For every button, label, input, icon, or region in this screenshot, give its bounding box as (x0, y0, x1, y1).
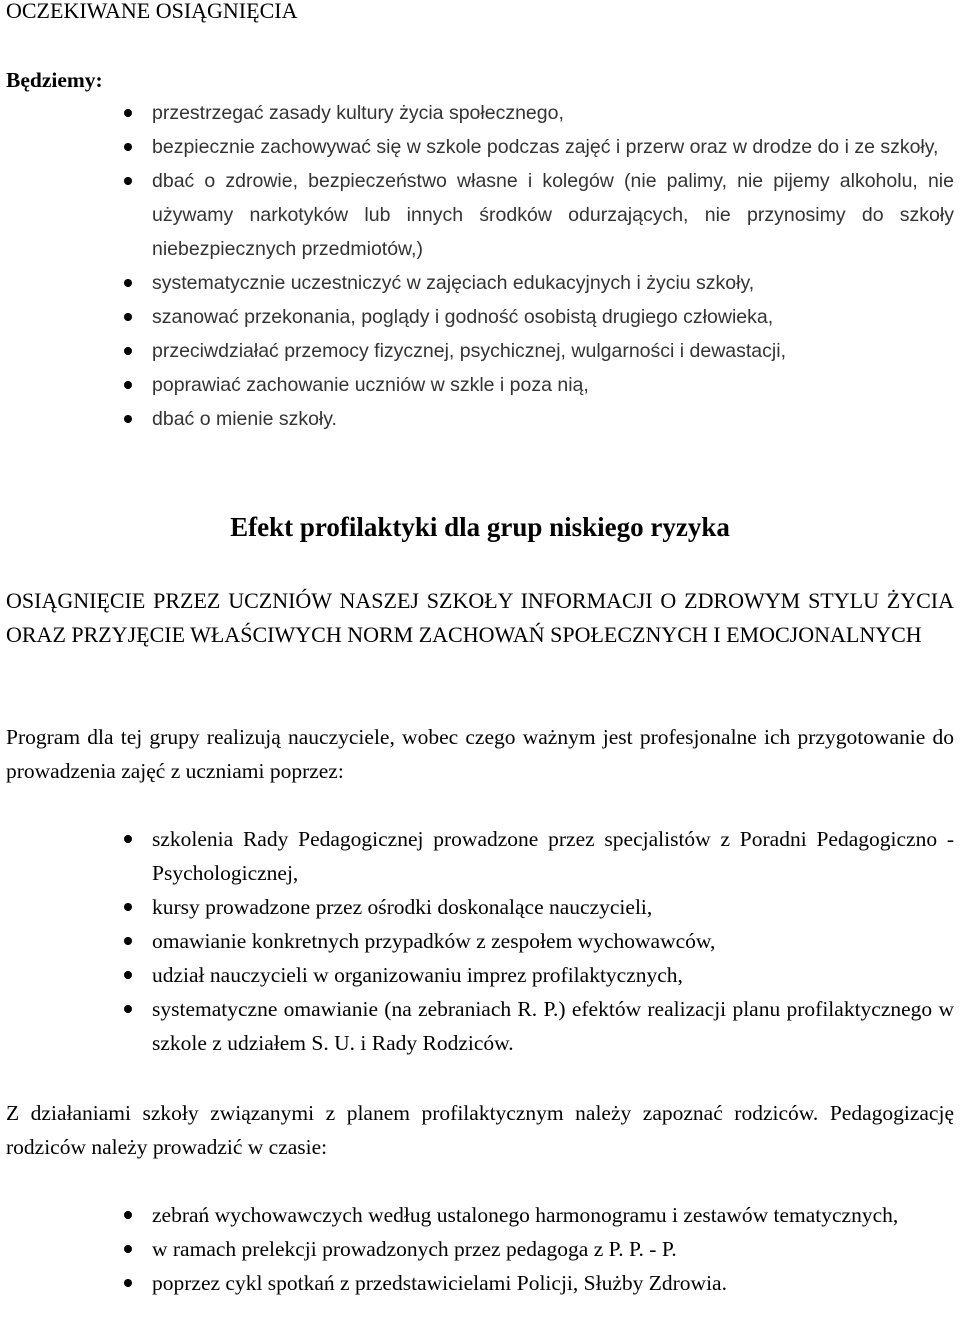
list-item: omawianie konkretnych przypadków z zespołem wychowawców, (0, 924, 954, 958)
parents-paragraph: Z działaniami szkoły związanymi z planem profilaktycznym należy zapoznać rodziców. Pedagogizację rodziców należy prowadzić w czasie: (6, 1101, 954, 1159)
list-item: dbać o zdrowie, bezpieczeństwo własne i kolegów (nie palimy, nie pijemy alkoholu, nie używamy narkotyków lub innych środków odurzających, nie przynosimy do szkoły niebezpiecznych przedmiotów,) (0, 164, 954, 266)
list-item: poprawiać zachowanie uczniów w szkle i poza nią, (0, 368, 954, 402)
expected-list (0, 96, 954, 436)
list-item: szanować przekonania, poglądy i godność osobistą drugiego człowieka, (0, 300, 954, 334)
list-item: systematycznie uczestniczyć w zajęciach edukacyjnych i życiu szkoły, (0, 266, 954, 300)
goal-statement: OSIĄGNIĘCIE PRZEZ UCZNIÓW NASZEJ SZKOŁY INFORMACJI O ZDROWYM STYLU ŻYCIA ORAZ PRZYJĘCIE WŁAŚCIWYCH NORM ZACHOWAŃ SPOŁECZNYCH I EMOCJONALNYCH (6, 588, 954, 647)
list-item: przeciwdziałać przemocy fizycznej, psychicznej, wulgarności i dewastacji, (0, 334, 954, 368)
list-item: poprzez cykl spotkań z przedstawicielami Policji, Służby Zdrowia. (0, 1266, 954, 1300)
page-title: OCZEKIWANE OSIĄGNIĘCIA (6, 0, 298, 23)
program-paragraph: Program dla tej grupy realizują nauczyciele, wobec czego ważnym jest profesjonalne ich przygotowanie do prowadzenia zajęć z uczniami poprzez: (6, 725, 954, 783)
intro-label: Będziemy: (6, 68, 103, 92)
section-heading: Efekt profilaktyki dla grup niskiego ryzyka (230, 512, 730, 542)
list-item: w ramach prelekcji prowadzonych przez pedagoga z P. P. - P. (0, 1232, 954, 1266)
teacher-list (0, 822, 954, 1060)
list-item: kursy prowadzone przez ośrodki doskonalące nauczycieli, (0, 890, 954, 924)
list-item: szkolenia Rady Pedagogicznej prowadzone przez specjalistów z Poradni Pedagogiczno - Psychologicznej, (0, 822, 954, 890)
list-item: przestrzegać zasady kultury życia społecznego, (0, 96, 954, 130)
list-item: dbać o mienie szkoły. (0, 402, 954, 436)
list-item: systematyczne omawianie (na zebraniach R. P.) efektów realizacji planu profilaktycznego w szkole z udziałem S. U. i Rady Rodziców. (0, 992, 954, 1060)
list-item: udział nauczycieli w organizowaniu imprez profilaktycznych, (0, 958, 954, 992)
list-item: bezpiecznie zachowywać się w szkole podczas zajęć i przerw oraz w drodze do i ze szkoły, (0, 130, 954, 164)
parents-list (0, 1198, 954, 1300)
list-item: zebrań wychowawczych według ustalonego harmonogramu i zestawów tematycznych, (0, 1198, 954, 1232)
